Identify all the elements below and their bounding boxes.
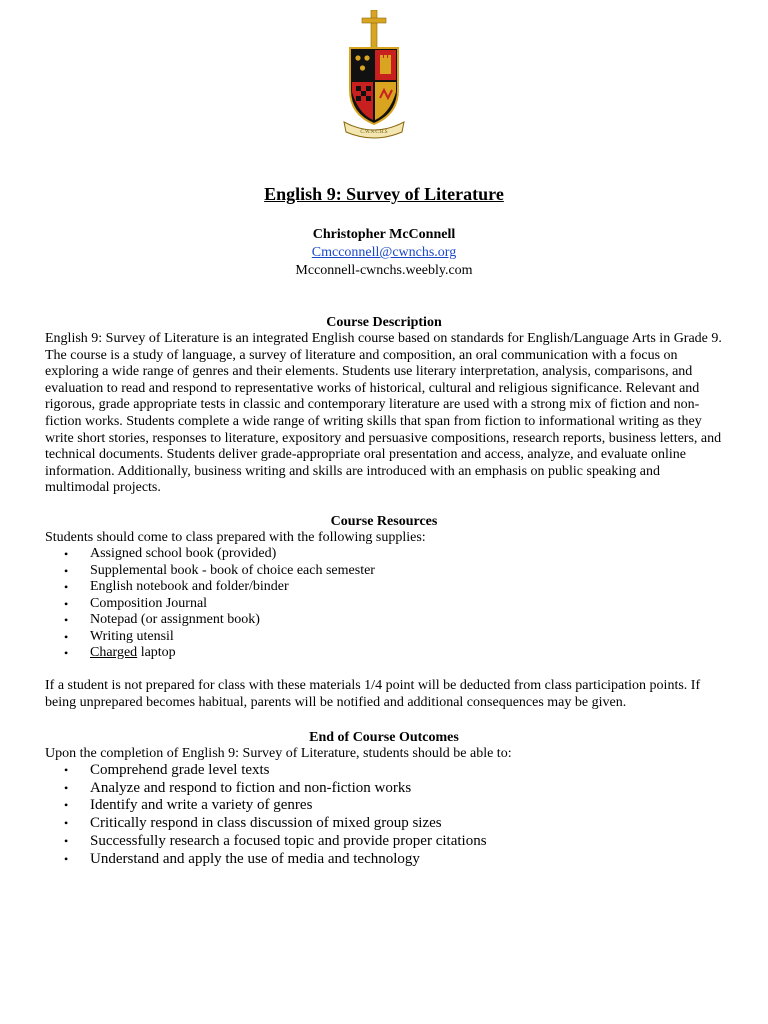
charged-word: Charged xyxy=(90,645,138,660)
bullet-icon: • xyxy=(64,580,69,594)
bullet-icon: • xyxy=(64,763,69,777)
page-title: English 9: Survey of Literature xyxy=(264,184,504,204)
list-item: • Critically respond in class discussion of mixed group sizes xyxy=(64,815,442,832)
author-name: Christopher McConnell xyxy=(312,227,456,242)
author-block xyxy=(0,226,768,280)
author-email-link[interactable]: Cmcconnell@cwnchs.org xyxy=(311,245,457,260)
bullet-icon: • xyxy=(64,798,69,813)
author-website: Mcconnell-cwnchs.weebly.com xyxy=(295,263,473,278)
bullet-icon: • xyxy=(64,629,69,644)
bullet-icon: • xyxy=(64,596,69,611)
crest-banner-text: C.W.N.C.H.S xyxy=(360,130,388,135)
school-crest-logo xyxy=(340,10,408,142)
list-item: • Notepad (or assignment book) xyxy=(64,612,260,627)
bullet-icon: • xyxy=(64,646,69,660)
outcomes-list xyxy=(45,762,725,868)
list-item: • Supplemental book - book of choice each semester xyxy=(64,562,375,578)
course-description-text: English 9: Survey of Literature is an integrated English course based on standards for English/Language Arts in Grade 9. The course is a study of language, a survey of literature and composition, an oral communication with a focus on exploring a wide range of genres and their elements. Students use literary interpretation, analysis, comparisons, and evaluation to read and respond to representative works of historical, cultural and religious significance. Relevant and rigorous, grade appropriate tests in classic and contemporary literature are used with a strong mix of fiction and non-fiction works. Students complete a wide range of writing skills that span from fiction to informational writing as they write short stories, responses to literature, expository and persuasive compositions, research reports, business letters, and technical documents. Students deliver grade-appropriate oral presentation and access, analyze, and evaluate online information. Additionally, business writing and skills are introduced with an emphasis on public speaking and multimodal projects. xyxy=(45,331,722,496)
preparedness-note: If a student is not prepared for class with these materials 1/4 point will be deducted from class participation points. If being unprepared becomes habitual, parents will be notified and additional consequences may be given. xyxy=(45,678,701,710)
bullet-icon: • xyxy=(64,833,69,848)
bullet-icon: • xyxy=(64,780,69,795)
list-item: • Understand and apply the use of media and technology xyxy=(64,850,420,867)
outcomes-intro: Upon the completion of English 9: Survey of Literature, students should be able to: xyxy=(45,746,512,761)
resources-list xyxy=(45,546,725,662)
list-item: • Writing utensil xyxy=(64,628,174,644)
bullet-icon: • xyxy=(64,547,69,561)
course-resources-heading: Course Resources xyxy=(330,514,438,529)
outcomes-heading: End of Course Outcomes xyxy=(309,730,459,745)
bullet-icon: • xyxy=(64,816,69,831)
bullet-icon: • xyxy=(64,563,69,578)
course-description-heading: Course Description xyxy=(326,315,442,330)
list-item: • Successfully research a focused topic and provide proper citations xyxy=(64,832,487,849)
list-item: • Comprehend grade level texts xyxy=(64,762,270,778)
course-resources-intro: Students should come to class prepared with the following supplies: xyxy=(45,530,426,545)
list-item: • Assigned school book (provided) xyxy=(64,546,277,561)
bullet-icon: • xyxy=(64,851,69,866)
list-item: • Identify and write a variety of genres xyxy=(64,797,313,814)
list-item: • Charged laptop xyxy=(64,645,176,660)
list-item: • Composition Journal xyxy=(64,595,208,611)
list-item: • Analyze and respond to fiction and non-fiction works xyxy=(64,779,412,796)
bullet-icon: • xyxy=(64,613,69,627)
list-item: • English notebook and folder/binder xyxy=(64,579,289,594)
